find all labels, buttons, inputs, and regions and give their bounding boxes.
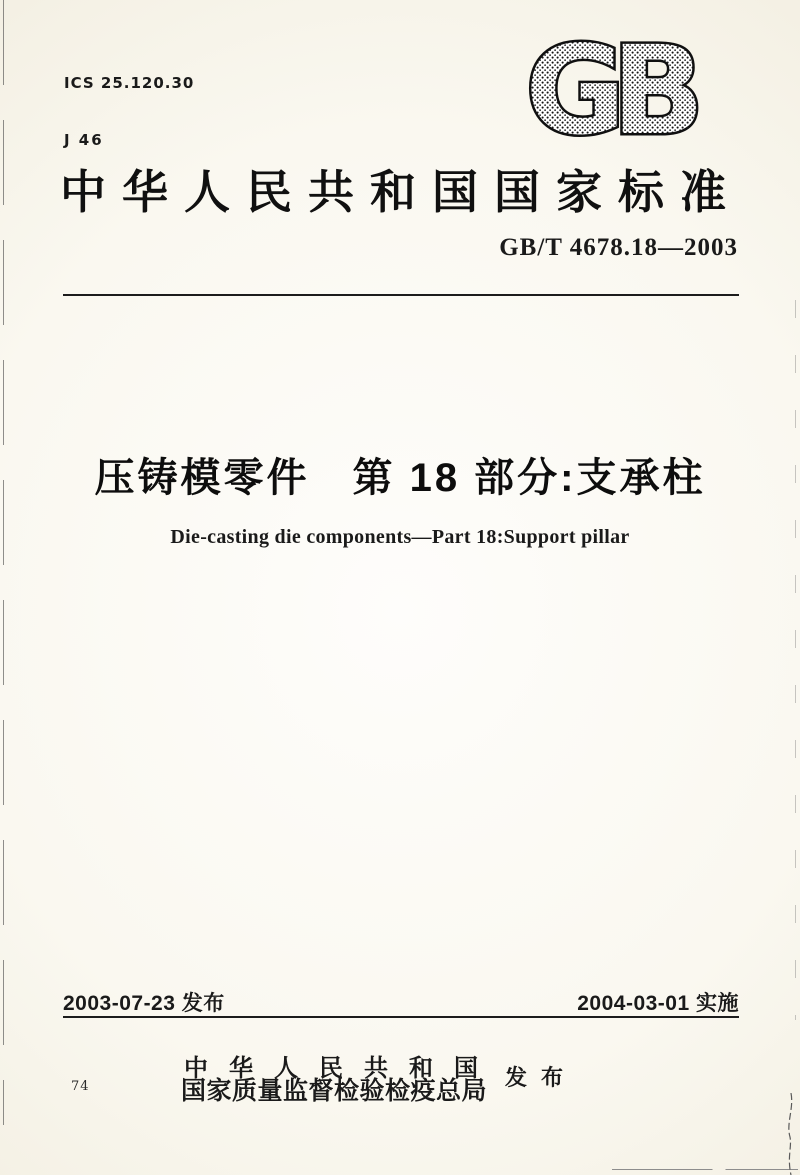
- issue-label: 发布: [181, 992, 225, 1015]
- impl-date: 2004-03-01: [577, 992, 690, 1015]
- gb-logo-text: GB: [525, 26, 691, 148]
- impl-date-group: [577, 987, 739, 1017]
- issuer-line2: 国家质量监督检验检疫总局: [181, 1078, 488, 1105]
- scan-corner-squiggle-artifact: [778, 1093, 800, 1175]
- top-divider: [63, 294, 739, 296]
- issue-date: 2003-07-23: [63, 992, 176, 1015]
- standard-number: GB/T 4678.18—2003: [499, 234, 738, 261]
- scan-edge-right-artifact: [795, 300, 796, 1020]
- gb-logo-icon: [516, 26, 700, 148]
- ics-code: ICS 25.120.30: [64, 74, 195, 92]
- document-title-cn: 压铸模零件 第 18 部分:支承柱: [94, 456, 706, 500]
- date-row: [63, 987, 739, 1017]
- impl-label: 实施: [696, 992, 739, 1015]
- document-title-en: Die-casting die components—Part 18:Support pillar: [170, 526, 630, 548]
- bottom-divider: [63, 1016, 739, 1018]
- scan-bottom-line-artifact: [612, 1169, 798, 1170]
- issue-date-group: [63, 987, 225, 1017]
- scan-edge-left-artifact: [3, 0, 4, 1125]
- standard-header-title: 中华人民共和国国家标准: [60, 167, 742, 218]
- issuer-line1: 中华人民共和国: [184, 1056, 499, 1082]
- doc-class-code: J 46: [64, 131, 104, 149]
- page-number: 74: [71, 1079, 90, 1094]
- publish-label: 发布: [505, 1065, 578, 1090]
